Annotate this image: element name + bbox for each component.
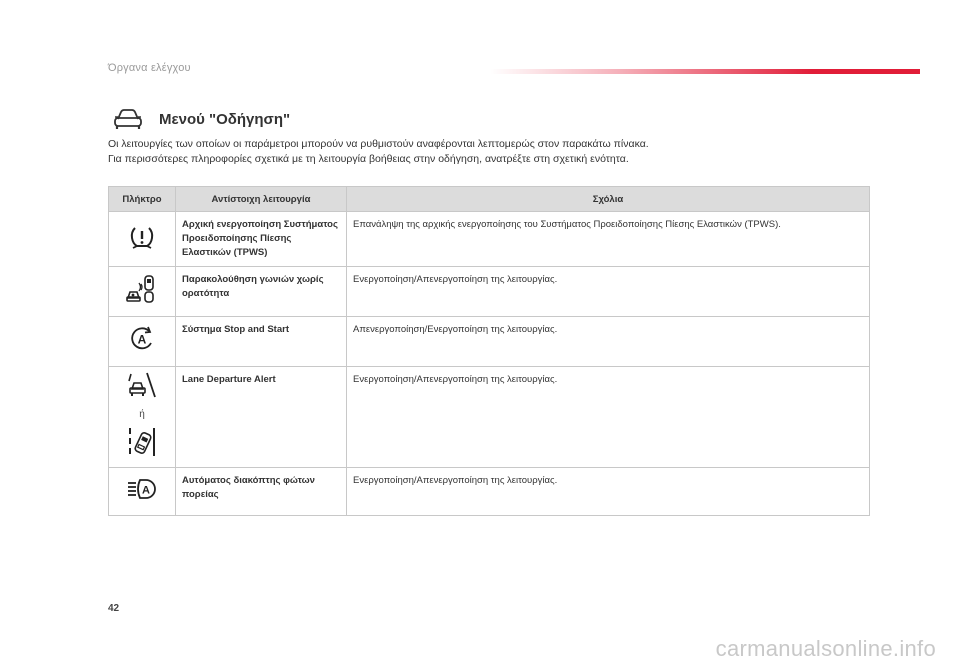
table-row: [109, 212, 870, 267]
lane-keeping-icon[interactable]: [127, 426, 157, 458]
function-cell: Σύστημα Stop and Start: [176, 317, 347, 367]
key-cell: [109, 212, 176, 267]
stop-and-start-icon[interactable]: [129, 326, 155, 352]
header-accent-rule: [490, 69, 920, 74]
key-cell: [109, 267, 176, 317]
header-comments: Σχόλια: [347, 187, 870, 212]
controls-table: [108, 186, 870, 516]
svg-text:A: A: [142, 484, 150, 497]
comment-cell: Ενεργοποίηση/Απενεργοποίηση της λειτουργίας.: [347, 468, 870, 516]
table-row: [109, 468, 870, 516]
blind-spot-monitoring-icon[interactable]: [126, 274, 158, 304]
header-function: Αντίστοιχη λειτουργία: [176, 187, 347, 212]
function-cell: Αυτόματος διακόπτης φώτων πορείας: [176, 468, 347, 516]
intro-line-2: Για περισσότερες πληροφορίες σχετικά με τη λειτουργία βοήθειας στην οδήγηση, ανατρέξτε στη σχετική ενότητα.: [108, 153, 629, 165]
car-front-icon: [113, 108, 143, 130]
comment-cell: Ενεργοποίηση/Απενεργοποίηση της λειτουργίας.: [347, 367, 870, 468]
key-cell: [109, 317, 176, 367]
header-key: Πλήκτρο: [109, 187, 176, 212]
function-cell: Παρακολούθηση γωνιών χωρίς ορατότητα: [176, 267, 347, 317]
or-label: ή: [139, 409, 145, 420]
svg-text:A: A: [137, 332, 147, 347]
lane-departure-alert-icon[interactable]: [127, 371, 157, 399]
section-title: [113, 108, 290, 130]
key-cell: [109, 468, 176, 516]
function-cell: Lane Departure Alert: [176, 367, 347, 468]
table-row: [109, 267, 870, 317]
comment-cell: Επανάληψη της αρχικής ενεργοποίησης του Συστήματος Προειδοποίησης Πίεσης Ελαστικών (TPWS).: [347, 212, 870, 267]
comment-cell: Απενεργοποίηση/Ενεργοποίηση της λειτουργίας.: [347, 317, 870, 367]
key-cell: [109, 367, 176, 468]
watermark: carmanualsonline.info: [715, 636, 936, 661]
page-number: 42: [108, 603, 120, 614]
function-cell: Αρχική ενεργοποίηση Συστήματος Προειδοποίησης Πίεσης Ελαστικών (TPWS): [176, 212, 347, 267]
section-title-text: Μενού "Οδήγηση": [159, 110, 291, 128]
table-row: [109, 317, 870, 367]
intro-line-1: Οι λειτουργίες των οποίων οι παράμετροι μπορούν να ρυθμιστούν αναφέρονται λεπτομερώς στον παρακάτω πίνακα.: [108, 138, 649, 150]
comment-cell: Ενεργοποίηση/Απενεργοποίηση της λειτουργίας.: [347, 267, 870, 317]
table-row: [109, 367, 870, 468]
intro-text: [108, 137, 868, 167]
automatic-headlamps-icon[interactable]: [126, 478, 158, 500]
tire-pressure-warning-icon[interactable]: [128, 225, 156, 249]
table-header-row: [109, 187, 870, 212]
running-head: Όργανα ελέγχου: [108, 62, 191, 74]
